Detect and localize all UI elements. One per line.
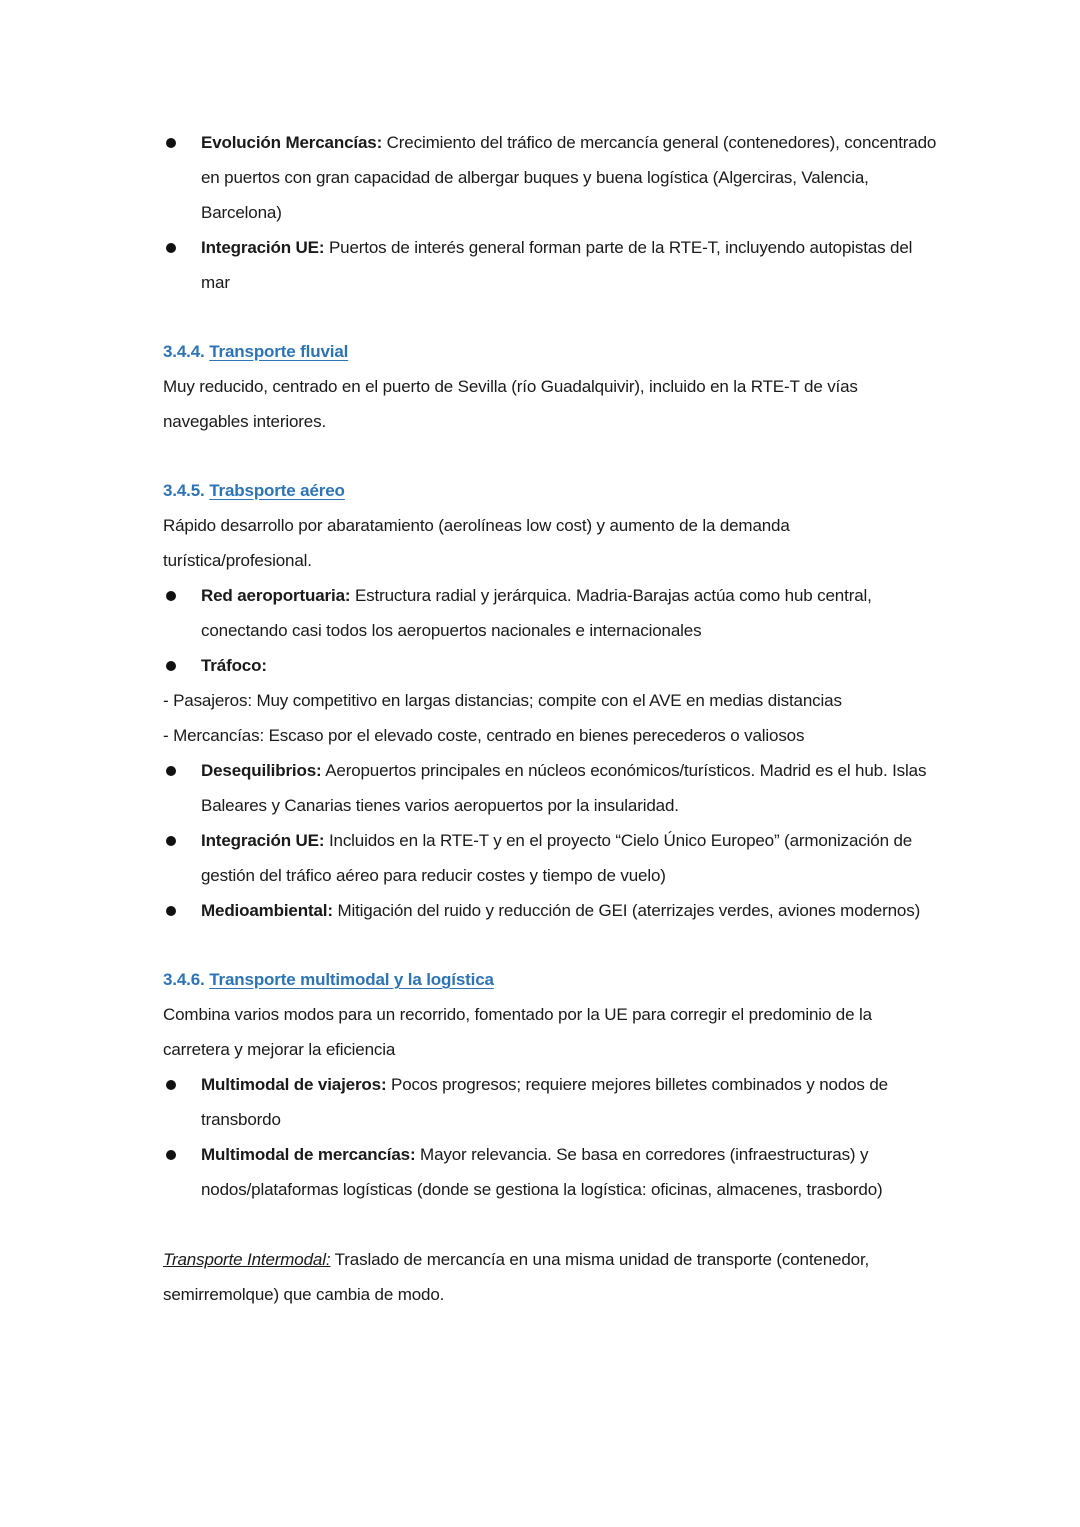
- heading-title-link[interactable]: Transporte fluvial: [209, 342, 349, 361]
- bullet-dot-icon: [166, 836, 176, 846]
- intermodal-term: Transporte Intermodal:: [163, 1250, 331, 1269]
- bullet-trafico: [163, 648, 943, 683]
- bullet-term: Integración UE:: [201, 831, 325, 850]
- heading-3-4-5: [163, 473, 943, 508]
- bullet-multimodal-mercancias: [163, 1137, 943, 1207]
- heading-number: 3.4.4.: [163, 342, 210, 361]
- paragraph-fluvial: Muy reducido, centrado en el puerto de Sevilla (río Guadalquivir), incluido en la RTE-T de vías navegables interiores.: [163, 377, 858, 431]
- bullet-red-aeroportuaria: [163, 578, 943, 648]
- bullet-term: Medioambiental:: [201, 901, 333, 920]
- bullet-medioambiental: [163, 893, 943, 928]
- bullet-term: Multimodal de viajeros:: [201, 1075, 387, 1094]
- bullet-term: Desequilibrios:: [201, 761, 322, 780]
- bullet-dot-icon: [166, 591, 176, 601]
- bullet-dot-icon: [166, 1080, 176, 1090]
- bullet-text: Pocos progresos; requiere mejores billetes combinados y nodos de transbordo: [201, 1075, 888, 1129]
- bullet-text: Mayor relevancia. Se basa en corredores (infraestructuras) y nodos/plataformas logísticas (donde se gestiona la logística: oficinas, almacenes, trasbordo): [201, 1145, 883, 1199]
- bullet-desequilibrios: [163, 753, 943, 823]
- bullet-term: Multimodal de mercancías:: [201, 1145, 416, 1164]
- heading-3-4-4: [163, 334, 943, 369]
- bullet-integracion-ue-puertos: [163, 230, 943, 300]
- bullet-integracion-ue-aereo: [163, 823, 943, 893]
- heading-title-link[interactable]: Trabsporte aéreo: [209, 481, 345, 500]
- paragraph-multimodal-intro: Combina varios modos para un recorrido, fomentado por la UE para corregir el predominio de la carretera y mejorar la eficiencia: [163, 1005, 872, 1059]
- bullet-dot-icon: [166, 243, 176, 253]
- bullet-term: Evolución Mercancías:: [201, 133, 383, 152]
- bullet-text: Estructura radial y jerárquica. Madria-Barajas actúa como hub central, conectando casi todos los aeropuertos nacionales e internacionales: [201, 586, 872, 640]
- bullet-term: Integración UE:: [201, 238, 325, 257]
- heading-3-4-6: [163, 962, 943, 997]
- heading-number: 3.4.6.: [163, 970, 210, 989]
- intermodal-text: Traslado de mercancía en una misma unidad de transporte (contenedor, semirremolque) que cambia de modo.: [163, 1250, 870, 1304]
- bullet-dot-icon: [166, 766, 176, 776]
- heading-number: 3.4.5.: [163, 481, 210, 500]
- heading-title-link[interactable]: Transporte multimodal y la logística: [209, 970, 494, 989]
- dash-line-mercancias: - Mercancías: Escaso por el elevado coste, centrado en bienes perecederos o valiosos: [163, 726, 805, 745]
- dash-line-pasajeros: - Pasajeros: Muy competitivo en largas distancias; compite con el AVE en medias distancias: [163, 691, 842, 710]
- bullet-dot-icon: [166, 906, 176, 916]
- bullet-text: Incluidos en la RTE-T y en el proyecto “Cielo Único Europeo” (armonización de gestión del tráfico aéreo para reducir costes y tiempo de vuelo): [201, 831, 913, 885]
- bullet-text: Crecimiento del tráfico de mercancía general (contenedores), concentrado en puertos con gran capacidad de albergar buques y buena logística (Algerciras, Valencia, Barcelona): [201, 133, 937, 222]
- bullet-dot-icon: [166, 661, 176, 671]
- bullet-text: Aeropuertos principales en núcleos económicos/turísticos. Madrid es el hub. Islas Baleares y Canarias tienes varios aeropuertos por la insularidad.: [201, 761, 927, 815]
- bullet-multimodal-viajeros: [163, 1067, 943, 1137]
- bullet-text: Mitigación del ruido y reducción de GEI (aterrizajes verdes, aviones modernos): [332, 901, 921, 920]
- bullet-text: Puertos de interés general forman parte de la RTE-T, incluyendo autopistas del mar: [201, 238, 913, 292]
- paragraph-intermodal: [163, 1242, 943, 1312]
- bullet-term: Red aeroportuaria:: [201, 586, 351, 605]
- paragraph-aereo-intro: Rápido desarrollo por abaratamiento (aerolíneas low cost) y aumento de la demanda turística/profesional.: [163, 516, 790, 570]
- bullet-dot-icon: [166, 1150, 176, 1160]
- bullet-dot-icon: [166, 138, 176, 148]
- bullet-evolucion-mercancias: [163, 125, 943, 230]
- spacer: [163, 1207, 943, 1242]
- document-page: [163, 125, 943, 1312]
- bullet-term: Tráfoco:: [201, 656, 267, 675]
